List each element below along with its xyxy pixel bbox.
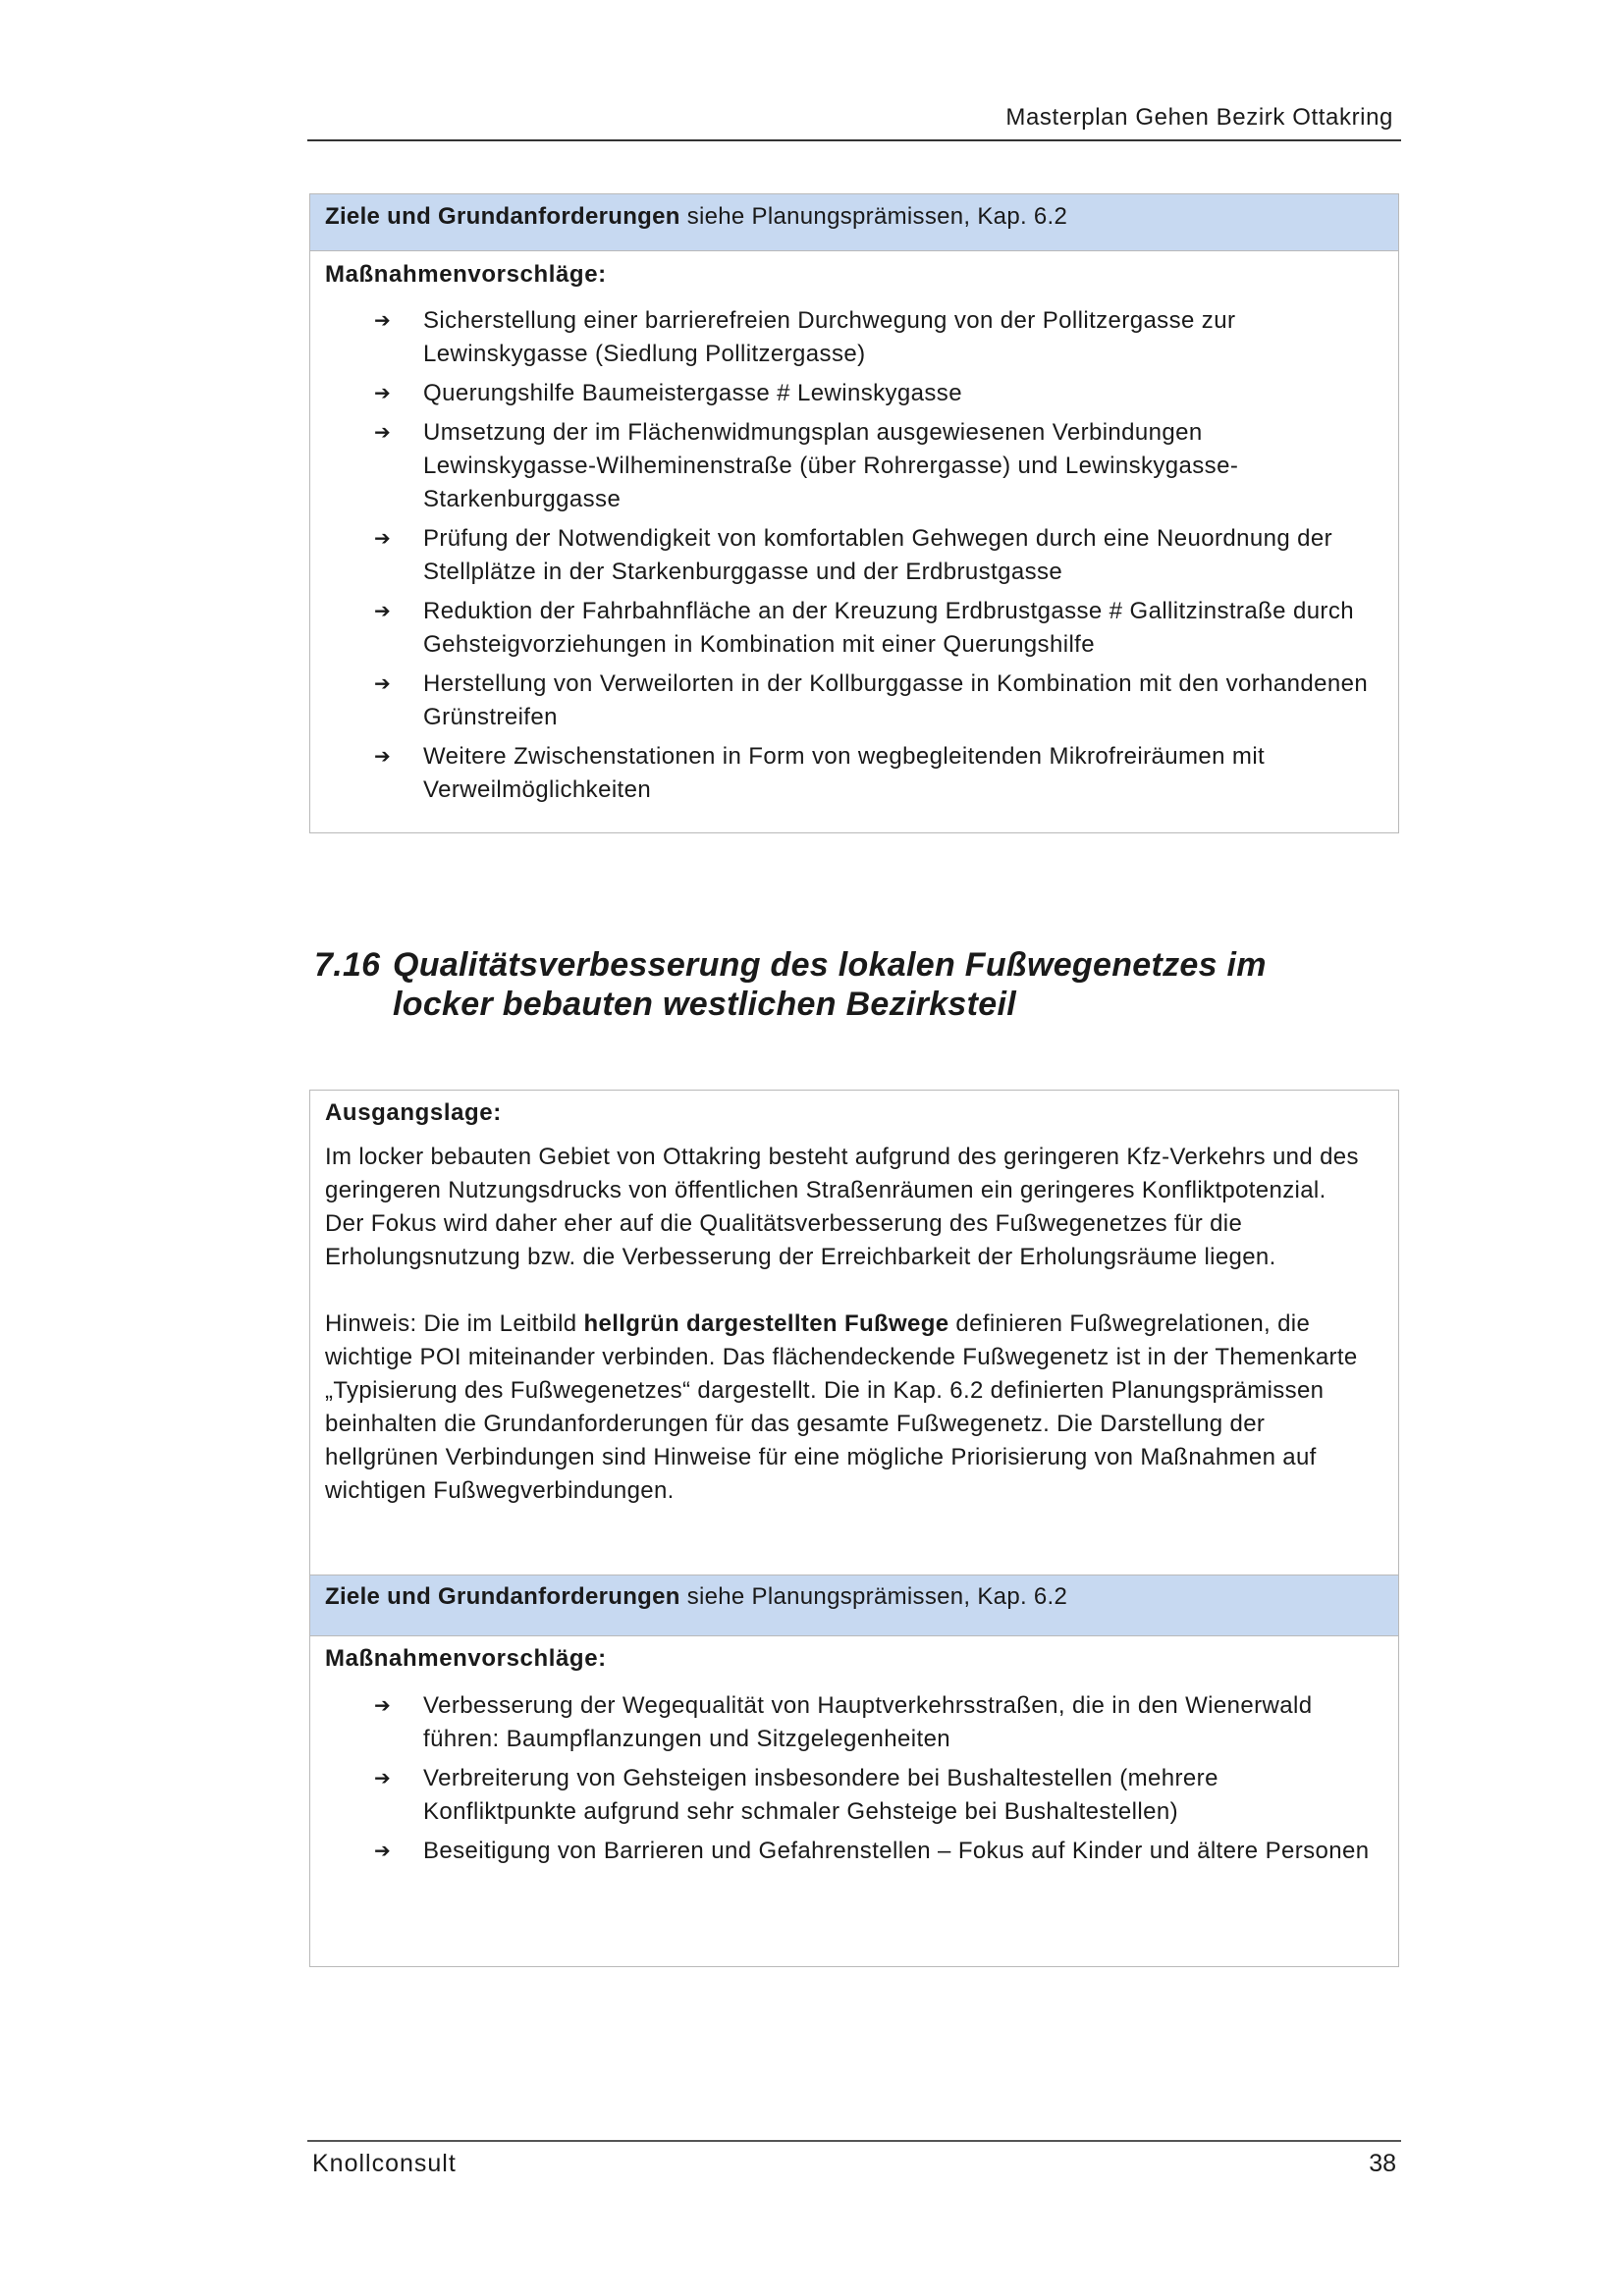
arrow-bullet-icon: ➔ xyxy=(374,422,392,444)
situation-text xyxy=(310,1127,1398,1575)
goals-label: Ziele und Grundanforderungen xyxy=(325,1583,680,1610)
measures-label: Maßnahmenvorschläge: xyxy=(325,261,607,288)
list-item: ➔ Verbesserung der Wegequalität von Hauptverkehrsstraßen, die in den Wienerwald führen: Baumpflanzungen und Sitzgelegenheiten xyxy=(423,1689,1379,1756)
section-heading xyxy=(314,945,1345,1024)
page-footer xyxy=(307,2140,1401,2181)
measures-box-1 xyxy=(309,193,1399,833)
note-paragraph: Hinweis: Die im Leitbild hellgrün dargestellten Fußwege definieren Fußwegrelationen, die wichtige POI miteinander verbinden. Das flächendeckende Fußwegenetz ist in der Themenkarte „Typisierung des Fußwegenetzes“ dargestellt. Die in Kap. 6.2 definierten Planungsprämissen beinhalten die Grundanforderungen für das gesamte Fußwegenetz. Die Darstellung der hellgrünen Verbindungen sind Hinweise für eine mögliche Priorisierung von Maßnahmen auf wichtigen Fußwegverbindungen. xyxy=(325,1310,1358,1504)
page-header xyxy=(307,98,1401,141)
list-item: ➔ Weitere Zwischenstationen in Form von wegbegleitenden Mikrofreiräumen mit Verweilmöglichkeiten xyxy=(423,740,1379,807)
page-number: 38 xyxy=(1369,2150,1396,2177)
list-item: ➔ Herstellung von Verweilorten in der Kollburggasse in Kombination mit den vorhandenen Grünstreifen xyxy=(423,667,1379,734)
arrow-bullet-icon: ➔ xyxy=(374,310,392,332)
arrow-bullet-icon: ➔ xyxy=(374,383,392,404)
document-title: Masterplan Gehen Bezirk Ottakring xyxy=(1005,104,1393,131)
measures-label: Maßnahmenvorschläge: xyxy=(325,1645,607,1672)
situation-paragraph-2: Der Fokus wird daher eher auf die Qualitätsverbesserung des Fußwegenetzes für die Erholungsnutzung bzw. die Verbesserung der Erreichbarkeit der Erholungsräume liegen. xyxy=(325,1210,1276,1270)
list-item: ➔ Sicherstellung einer barrierefreien Durchwegung von der Pollitzergasse zur Lewinskygasse (Siedlung Pollitzergasse) xyxy=(423,304,1379,371)
arrow-bullet-icon: ➔ xyxy=(374,1768,392,1789)
arrow-bullet-icon: ➔ xyxy=(374,601,392,622)
list-item: ➔ Beseitigung von Barrieren und Gefahrenstellen – Fokus auf Kinder und ältere Personen xyxy=(423,1835,1379,1868)
arrow-bullet-icon: ➔ xyxy=(374,1695,392,1717)
list-item: ➔ Umsetzung der im Flächenwidmungsplan ausgewiesenen Verbindungen Lewinskygasse-Wilheminenstraße (über Rohrergasse) und Lewinskygasse-Starkenburggasse xyxy=(423,416,1379,516)
arrow-bullet-icon: ➔ xyxy=(374,1841,392,1862)
list-item: ➔ Reduktion der Fahrbahnfläche an der Kreuzung Erdbrustgasse # Gallitzinstraße durch Gehsteigvorziehungen in Kombination mit einer Querungshilfe xyxy=(423,595,1379,662)
measures-list xyxy=(310,1689,1398,1868)
section-title-line2: locker bebauten westlichen Bezirksteil xyxy=(393,986,1016,1023)
goals-reference: siehe Planungsprämissen, Kap. 6.2 xyxy=(679,203,1068,230)
note-highlight: hellgrün dargestellten Fußwege xyxy=(583,1310,949,1337)
arrow-bullet-icon: ➔ xyxy=(374,746,392,768)
goals-band xyxy=(310,1575,1398,1636)
situation-paragraph-1: Im locker bebauten Gebiet von Ottakring besteht aufgrund des geringeren Kfz-Verkehrs und des geringeren Nutzungsdrucks von öffentlichen Straßenräumen ein geringeres Konfliktpotenzial. xyxy=(325,1144,1359,1203)
measures-box-2 xyxy=(309,1090,1399,1967)
situation-label: Ausgangslage: xyxy=(325,1099,502,1126)
goals-reference: siehe Planungsprämissen, Kap. 6.2 xyxy=(679,1583,1068,1610)
section-number: 7.16 xyxy=(314,946,381,984)
goals-label: Ziele und Grundanforderungen xyxy=(325,203,680,230)
measures-list xyxy=(310,304,1398,807)
list-item: ➔ Querungshilfe Baumeistergasse # Lewinskygasse xyxy=(423,377,1379,410)
footer-organization: Knollconsult xyxy=(312,2150,457,2177)
arrow-bullet-icon: ➔ xyxy=(374,528,392,550)
list-item: ➔ Verbreiterung von Gehsteigen insbesondere bei Bushaltestellen (mehrere Konfliktpunkte aufgrund sehr schmaler Gehsteige bei Bushaltestellen) xyxy=(423,1762,1379,1829)
section-title-line1: Qualitätsverbesserung des lokalen Fußwegenetzes im xyxy=(393,946,1267,984)
list-item: ➔ Prüfung der Notwendigkeit von komfortablen Gehwegen durch eine Neuordnung der Stellplätze in der Starkenburggasse und der Erdbrustgasse xyxy=(423,522,1379,589)
goals-band xyxy=(310,194,1398,251)
arrow-bullet-icon: ➔ xyxy=(374,673,392,695)
